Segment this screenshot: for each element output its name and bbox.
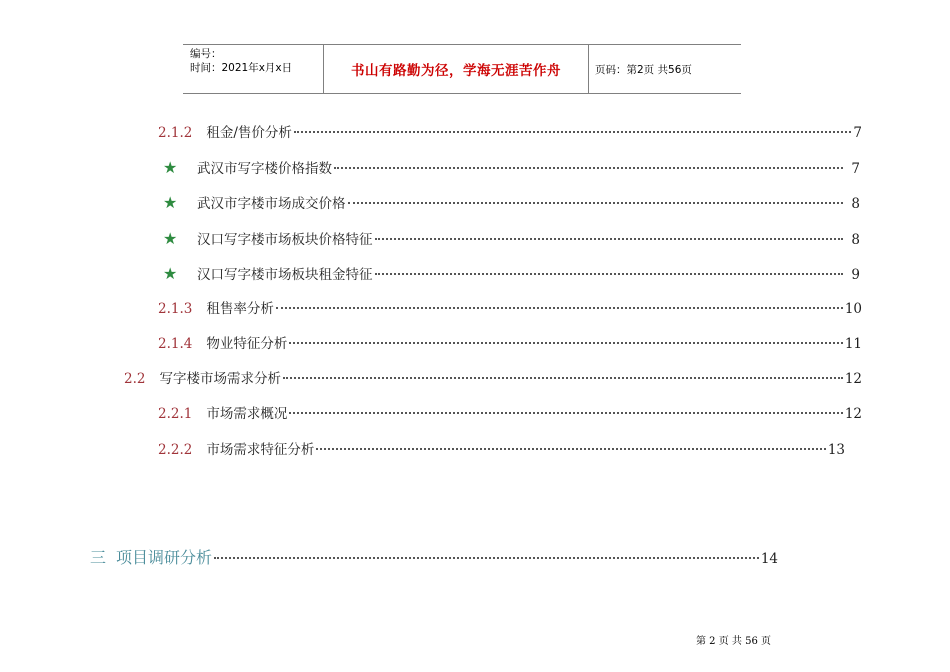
toc-number: 2.2.1 (158, 406, 193, 422)
header-code: 编号： (190, 48, 222, 60)
toc-leader (348, 202, 844, 204)
star-icon: ★ (163, 158, 178, 177)
toc-leader (375, 238, 844, 240)
toc-page: 12 (844, 371, 862, 387)
header-meta (183, 45, 323, 93)
toc-leader (375, 273, 844, 275)
toc-number: 2.1.4 (158, 336, 193, 352)
toc-entry[interactable] (158, 405, 862, 423)
toc-page: 10 (844, 301, 862, 317)
toc-page: 13 (827, 442, 845, 458)
toc-entry[interactable] (163, 230, 860, 248)
toc-entry[interactable] (158, 335, 862, 353)
toc-entry-chapter[interactable] (90, 548, 778, 568)
toc-page: 12 (844, 406, 862, 422)
toc-number: 2.2 (124, 371, 146, 387)
toc-page: 9 (851, 267, 860, 283)
header-motto: 书山有路勤为径，学海无涯苦作舟 (323, 45, 589, 93)
toc-label: 汉口写字楼市场板块租金特征 (197, 267, 373, 283)
toc-leader (289, 342, 842, 344)
toc-label: 项目调研分析 (116, 548, 213, 567)
toc-number: 2.2.2 (158, 442, 193, 458)
toc-leader (334, 167, 843, 169)
toc-number: 2.1.3 (158, 301, 193, 317)
toc-page: 7 (851, 161, 860, 177)
toc-label: 市场需求特征分析 (206, 442, 315, 458)
toc-entry[interactable] (163, 194, 860, 212)
toc-page: 7 (853, 125, 862, 141)
toc-entry[interactable] (163, 265, 860, 283)
toc-leader (276, 307, 843, 309)
toc-number: 2.1.2 (158, 125, 193, 141)
header-page-info: 页码：第2页 共56页 (595, 63, 692, 76)
star-icon: ★ (163, 229, 178, 248)
toc-entry[interactable] (158, 300, 862, 318)
toc-entry[interactable] (158, 124, 862, 142)
star-icon: ★ (163, 193, 178, 212)
toc-label: 物业特征分析 (206, 336, 288, 352)
toc-leader (283, 377, 843, 379)
page-header (183, 44, 741, 94)
toc-page: 8 (851, 196, 860, 212)
toc-entry[interactable] (124, 370, 862, 388)
toc-leader (316, 448, 825, 450)
toc-entry[interactable] (163, 159, 860, 177)
toc-leader (214, 557, 759, 559)
toc-label: 写字楼市场需求分析 (159, 371, 281, 387)
page-footer: 第 2 页 共 56 页 (696, 636, 771, 647)
star-icon: ★ (163, 264, 178, 283)
toc-page: 8 (851, 232, 860, 248)
toc-label: 市场需求概况 (206, 406, 288, 422)
toc-label: 汉口写字楼市场板块价格特征 (197, 232, 373, 248)
toc-label: 武汉市字楼市场成交价格 (197, 196, 346, 212)
toc-entry[interactable] (158, 441, 845, 459)
toc-number: 三 (90, 548, 107, 567)
toc-leader (294, 131, 851, 133)
toc-label: 武汉市写字楼价格指数 (197, 161, 332, 177)
header-time: 时间：2021年x月x日 (190, 62, 293, 74)
toc-page: 14 (760, 551, 778, 567)
toc-leader (289, 412, 842, 414)
toc-label: 租售率分析 (206, 301, 274, 317)
toc-page: 11 (844, 336, 862, 352)
toc-label: 租金/售价分析 (206, 125, 292, 141)
